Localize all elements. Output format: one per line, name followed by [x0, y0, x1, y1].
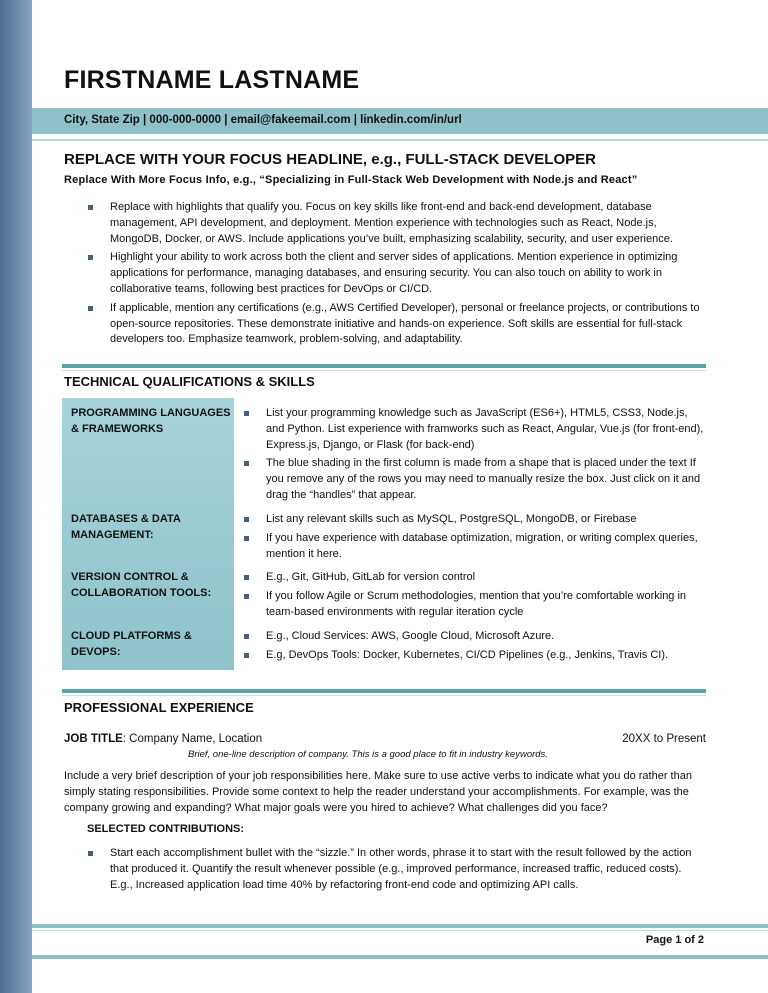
contributions-list	[88, 846, 704, 896]
company-description: Brief, one-line description of company. This is a good place to fit in industry keywords.	[188, 749, 548, 760]
left-accent-bar	[0, 0, 32, 993]
bullet-square-icon	[244, 461, 249, 466]
footer-divider	[32, 924, 768, 928]
candidate-name: FIRSTNAME LASTNAME	[64, 66, 360, 94]
bullet-square-icon	[244, 594, 249, 599]
skill-list-databases	[244, 512, 706, 565]
skill-list-version-control	[244, 570, 706, 623]
job-header	[64, 733, 706, 745]
contribution-bullet: Start each accomplishment bullet with the “sizzle.” In other words, phrase it to start with the result followed by the action that produced it. Quantify the result whenever possible (e.g., improved performance, increased traffic, reduced costs). E.g., Increased application load time 40% by refactoring front-end code and optimizing API calls.	[88, 846, 704, 893]
bullet-square-icon	[88, 851, 93, 856]
bullet-square-icon	[88, 205, 93, 210]
skill-bullet: If you have experience with database optimization, migration, or writing complex queries, mention it here.	[244, 531, 706, 563]
summary-bullet: Replace with highlights that qualify you. Focus on key skills like front-end and back-end development, database management, API development, and deployment. Mention experience with technologies such as React, Node.js, MongoDB, Docker, or AWS. Include applications you’ve built, emphasizing scalability, security, and user experience.	[88, 200, 708, 247]
bullet-square-icon	[88, 306, 93, 311]
bullet-square-icon	[244, 575, 249, 580]
skill-list-programming	[244, 406, 706, 507]
job-dates: 20XX to Present	[622, 733, 706, 745]
skill-label-databases: DATABASES & DATA MANAGEMENT:	[71, 513, 181, 541]
footer-divider-bottom	[32, 955, 768, 959]
skill-list-cloud	[244, 629, 706, 667]
section-divider	[62, 689, 706, 693]
contact-bar	[32, 108, 768, 138]
company-location: : Company Name, Location	[122, 733, 263, 745]
bullet-square-icon	[244, 411, 249, 416]
section-divider	[62, 364, 706, 368]
summary-list	[88, 200, 708, 351]
skill-label-version-control: VERSION CONTROL & COLLABORATION TOOLS:	[71, 571, 212, 599]
job-title: JOB TITLE	[64, 733, 123, 745]
summary-bullet: Highlight your ability to work across both the client and server sides of applications. Mention experience in optimizing applications for performance, managing databases, and ensuring security. You can also touch on ability to work in collaborative teams, following best practices for DevOps or CI/CD.	[88, 250, 708, 297]
experience-section-title: PROFESSIONAL EXPERIENCE	[64, 700, 254, 715]
summary-bullet: If applicable, mention any certifications (e.g., AWS Certified Developer), personal or freelance projects, or contributions to open-source repositories. These demonstrate initiative and hands-on experience. Soft skills are essential for full-stack developers too. Emphasize teamwork, problem-solving, and adaptability.	[88, 301, 708, 348]
skill-bullet: E.g, DevOps Tools: Docker, Kubernetes, CI/CD Pipelines (e.g., Jenkins, Travis CI).	[244, 648, 706, 664]
skill-bullet: E.g., Cloud Services: AWS, Google Cloud, Microsoft Azure.	[244, 629, 706, 645]
bullet-square-icon	[244, 517, 249, 522]
bullet-square-icon	[244, 536, 249, 541]
job-description: Include a very brief description of your job responsibilities here. Make sure to use active verbs to indicate what you do rather than simply stating responsibilities. Provide some context to help the reader understand your accomplishments. For example, was the company growing and expanding? What major goals were you hired to achieve? What challenges did you face?	[64, 770, 692, 814]
page-number: Page 1 of 2	[645, 934, 704, 946]
focus-subheadline: Replace With More Focus Info, e.g., “Specializing in Full-Stack Web Development with Node.js and React”	[64, 174, 638, 186]
skill-label-cloud: CLOUD PLATFORMS & DEVOPS:	[71, 630, 192, 658]
skill-bullet: E.g., Git, GitHub, GitLab for version control	[244, 570, 706, 586]
bullet-square-icon	[88, 255, 93, 260]
focus-headline: REPLACE WITH YOUR FOCUS HEADLINE, e.g., FULL-STACK DEVELOPER	[64, 151, 596, 168]
bullet-square-icon	[244, 653, 249, 658]
contributions-title: SELECTED CONTRIBUTIONS:	[87, 823, 245, 835]
skill-bullet: The blue shading in the first column is made from a shape that is placed under the text If you remove any of the rows you may need to manually resize the box. Just click on it and drag the “handles” that appear.	[244, 456, 706, 503]
skill-label-programming: PROGRAMMING LANGUAGES & FRAMEWORKS	[71, 407, 231, 435]
skills-section-title: TECHNICAL QUALIFICATIONS & SKILLS	[64, 374, 315, 389]
skill-bullet: If you follow Agile or Scrum methodologies, mention that you’re comfortable working in team-based environments with regular iteration cycle	[244, 589, 706, 621]
skill-bullet: List your programming knowledge such as JavaScript (ES6+), HTML5, CSS3, Node.js, and Python. List experience with framworks such as React, Angular, Vue.js (for front-end), Express.js, Django, or Flask (for back-end)	[244, 406, 706, 453]
contact-info: City, State Zip | 000-000-0000 | email@fakeemail.com | linkedin.com/in/url	[64, 114, 462, 126]
skill-bullet: List any relevant skills such as MySQL, PostgreSQL, MongoDB, or Firebase	[244, 512, 706, 528]
bullet-square-icon	[244, 634, 249, 639]
